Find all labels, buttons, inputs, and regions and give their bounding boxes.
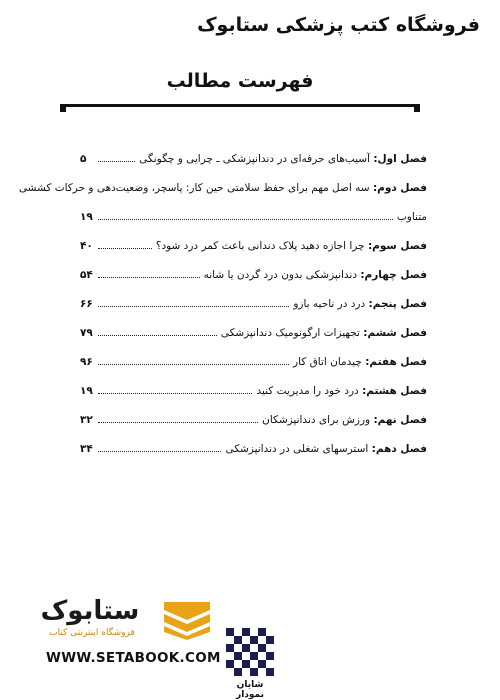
entry-label: فصل دوم: سه اصل مهم برای حفظ سلامتی حین کار: پاسچر، وضعیت‌دهی و حرکات کششی — [18, 182, 427, 194]
entry-page: ۴۰ — [80, 240, 93, 252]
dot-leader — [98, 393, 252, 394]
entry-page: ۹۶ — [80, 356, 93, 368]
toc-entry — [18, 169, 427, 227]
toc-entry — [80, 314, 427, 343]
toc-entry — [80, 227, 427, 256]
toc-entry — [80, 372, 427, 401]
entry-page: ۷۹ — [80, 327, 93, 339]
dot-leader — [98, 161, 135, 162]
site-url: WWW.SETABOOK.COM — [46, 650, 221, 666]
entry-label: فصل هفتم: چیدمان اتاق کار — [293, 356, 427, 368]
entry-page: ۶۶ — [80, 298, 93, 310]
dot-leader — [98, 277, 200, 278]
toc-entry — [80, 256, 427, 285]
toc-heading: فهرست مطالب — [166, 70, 314, 92]
heading-underline — [60, 104, 420, 107]
entry-label: فصل نهم: ورزش برای دندانپزشکان — [262, 414, 427, 426]
toc-entry — [80, 140, 427, 169]
entry-label: فصل پنجم: درد در ناحیه بازو — [293, 298, 427, 310]
store-title: فروشگاه کتب پزشکی ستابوک — [197, 14, 480, 36]
entry-page: ۳۲ — [80, 414, 93, 426]
entry-page: ۱۹ — [80, 385, 93, 397]
dot-leader — [98, 422, 258, 423]
dot-leader — [98, 306, 289, 307]
entry-label: فصل هشتم: درد خود را مدیریت کنید — [256, 385, 427, 397]
entry-page: ۵ — [80, 153, 87, 165]
dot-leader — [98, 335, 217, 336]
brand-tagline: فروشگاه اینترنتی کتاب — [49, 628, 135, 638]
publisher-name: شایان نمودار — [236, 680, 264, 700]
checker-emblem-icon — [226, 628, 274, 682]
toc-entry — [80, 430, 427, 459]
entry-page: ۳۴ — [80, 443, 93, 455]
chevron-stack-icon — [162, 600, 212, 640]
dot-leader — [98, 364, 289, 365]
toc-entry — [80, 343, 427, 372]
entry-label-continued: متناوب — [396, 211, 427, 223]
toc-heading-block — [60, 70, 420, 114]
toc-entry — [80, 401, 427, 430]
entry-label: فصل اول: آسیب‌های حرفه‌ای در دندانپزشکی ـ چرایی و چگونگی — [139, 153, 427, 165]
entry-label: فصل دهم: استرسهای شغلی در دندانپزشکی — [225, 443, 427, 455]
entry-label: فصل ششم: تجهیزات ارگونومیک دندانپزشکی — [220, 327, 427, 339]
toc-entry — [80, 285, 427, 314]
dot-leader — [98, 248, 152, 249]
entry-page: ۱۹ — [80, 211, 93, 223]
setabook-logo — [40, 596, 220, 642]
toc-list — [18, 140, 427, 459]
dot-leader — [98, 219, 393, 220]
brand-wordmark: ستابوک — [40, 596, 140, 626]
entry-label: فصل سوم: چرا اجازه دهید پلاک دندانی باعث کمر درد شود؟ — [155, 240, 427, 252]
dot-leader — [98, 451, 221, 452]
entry-page: ۵۴ — [80, 269, 93, 281]
entry-label: فصل چهارم: دندانپزشکی بدون درد گردن یا شانه — [203, 269, 427, 281]
